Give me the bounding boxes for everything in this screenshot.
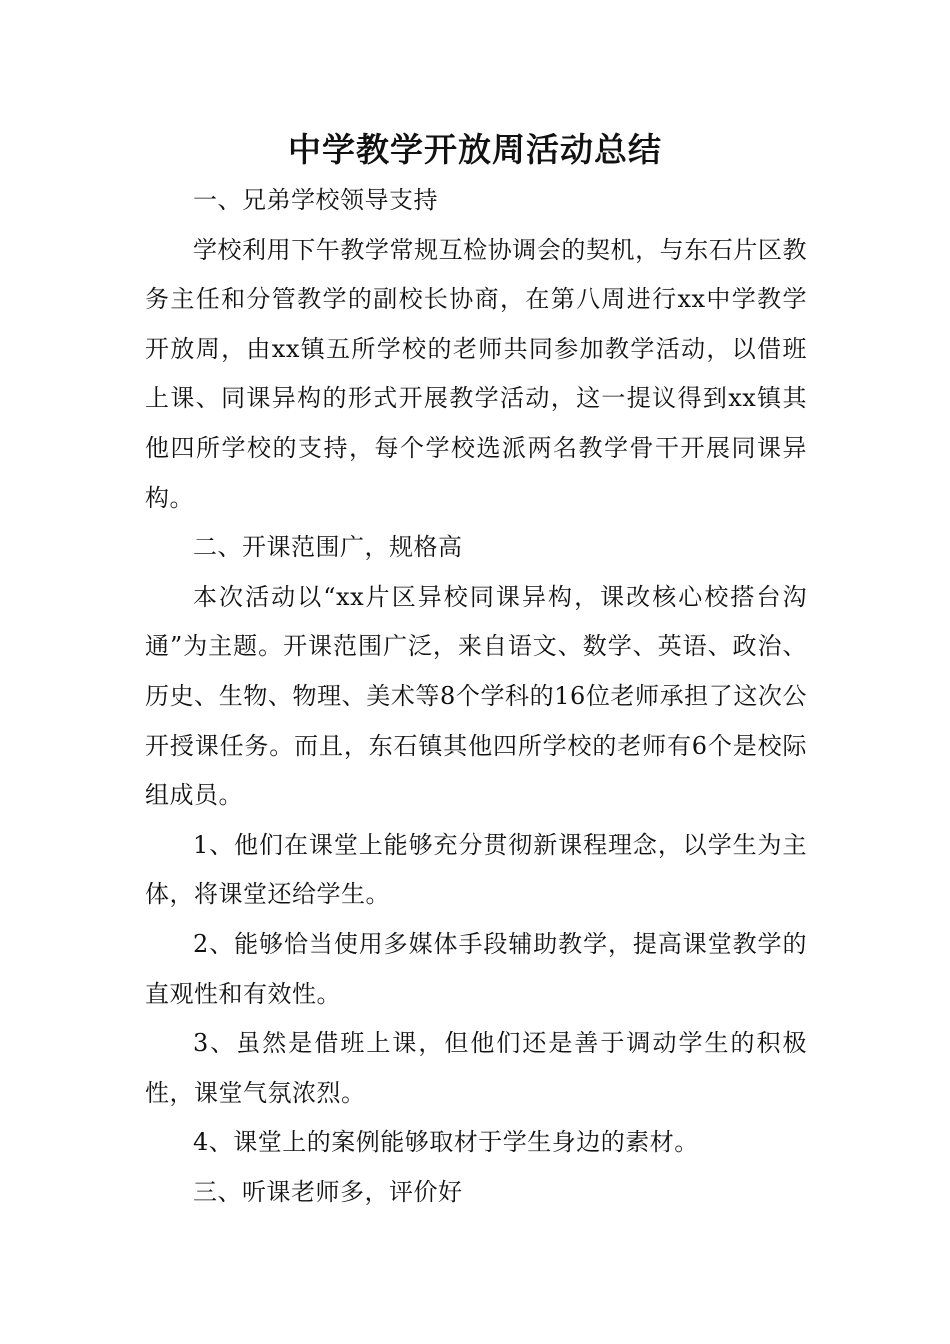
section-heading-2: 二、开课范围广，规格高: [193, 533, 463, 562]
section-heading-3: 三、听课老师多，评价好: [193, 1177, 463, 1206]
list-item-3: 3、虽然是借班上课，但他们还是善于调动学生的积极性，课堂气氛浓烈。: [145, 1029, 807, 1107]
paragraph-activity-theme: 本次活动以“xx片区异校同课异构，课改核心校搭台沟通”为主题。开课范围广泛，来自语文、数学、英语、政治、历史、生物、物理、美术等8个学科的16位老师承担了这次公开授课任务。而且，东石镇其他四所学校的老师有6个是校际组成员。: [145, 582, 807, 810]
document-body: [145, 176, 807, 1217]
document-title: 中学教学开放周活动总结: [288, 130, 662, 169]
list-item-2: 2、能够恰当使用多媒体手段辅助教学，提高课堂教学的直观性和有效性。: [145, 929, 807, 1008]
list-item-4: 4、课堂上的案例能够取材于学生身边的素材。: [193, 1128, 699, 1157]
list-item-1: 1、他们在课堂上能够充分贯彻新课程理念，以学生为主体，将课堂还给学生。: [145, 830, 807, 909]
paragraph-school-support: 学校利用下午教学常规互检协调会的契机，与东石片区教务主任和分管教学的副校长协商，在第八周进行xx中学教学开放周，由xx镇五所学校的老师共同参加教学活动，以借班上课、同课异构的形式开展教学活动，这一提议得到xx镇其他四所学校的支持，每个学校选派两名教学骨干开展同课异构。: [145, 235, 807, 512]
section-heading-1: 一、兄弟学校领导支持: [193, 186, 438, 214]
